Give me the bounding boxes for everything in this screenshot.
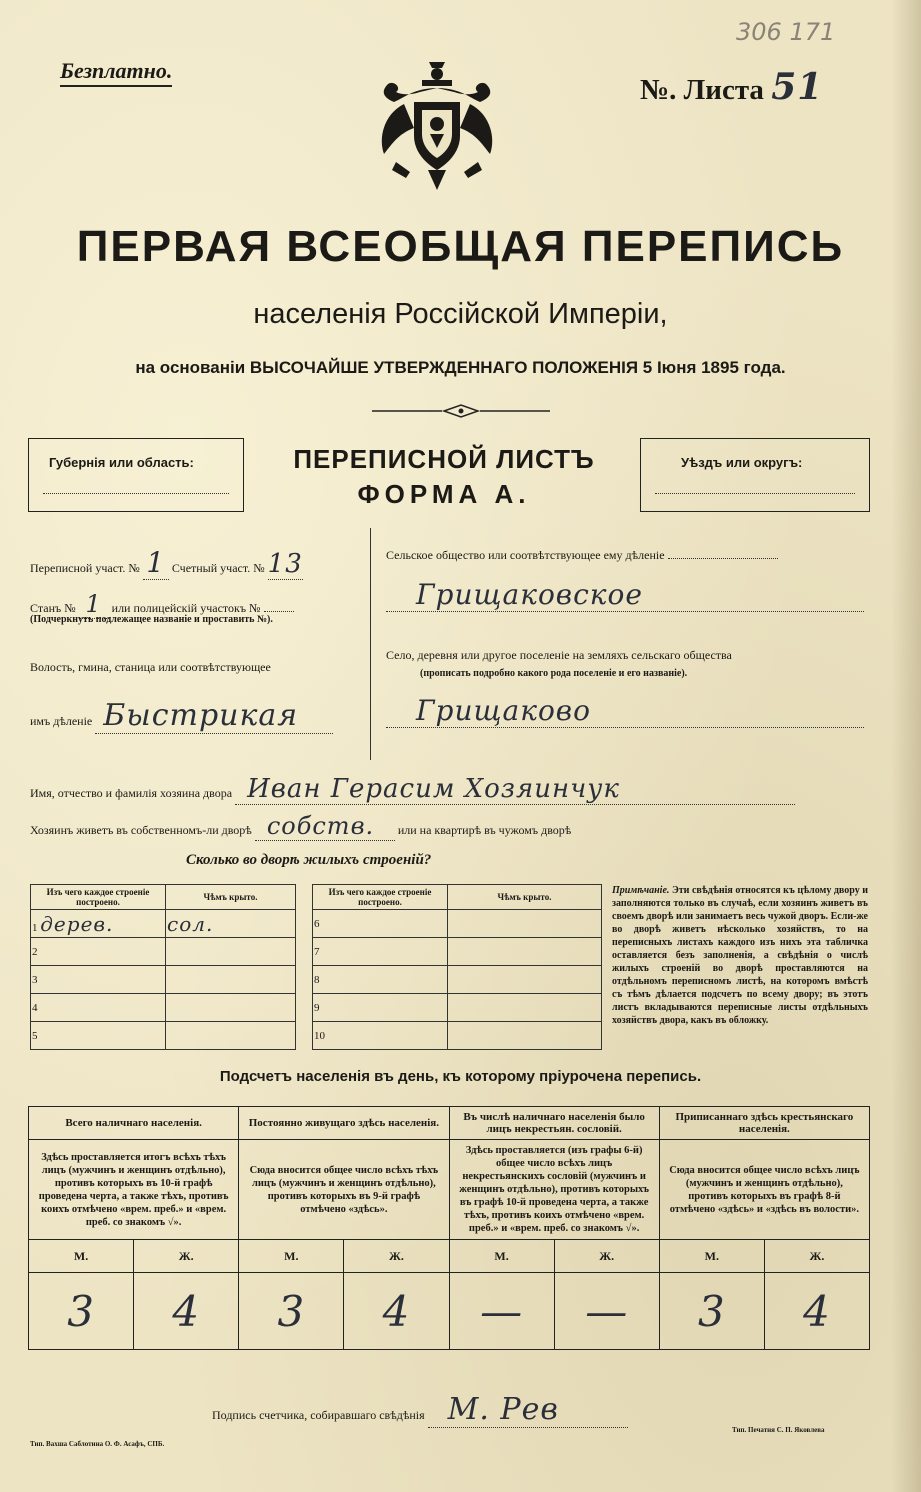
village-label: Село, деревня или другое поселеніе на земляхъ сельскаго общества (386, 648, 732, 662)
society-label: Сельское общество или соотвѣтствующее ему дѣленіе (386, 548, 665, 562)
society-value: Грищаковское (386, 578, 864, 612)
buildings-table-left (30, 884, 296, 1050)
row-number: 4 (31, 994, 166, 1022)
registered-female-value: 4 (764, 1273, 869, 1350)
volost-value: Быстрикая (95, 698, 333, 734)
f-label: Ж. (764, 1240, 869, 1273)
sheet-number-value: 51 (771, 66, 824, 108)
signature-value: М. Рев (428, 1392, 628, 1428)
village-value: Грищаково (386, 694, 864, 728)
material-value: дерев. (40, 911, 114, 936)
volost-label: Волость, гмина, станица или соотвѣтствующее (30, 660, 271, 674)
note-text: Эти свѣдѣнія относятся къ цѣлому двору и заполняются только въ случаѣ, если хозяинъ живетъ въ своемъ дворѣ или занимаетъ весь чужой дворъ. Если-же во дворѣ живетъ нѣсколько хозяйствъ, то на переписныхъ листахъ каждого изъ нихъ эта табличка оставляется безъ заполненія, а свѣдѣнія о числѣ жилыхъ строеній во дворѣ проставляются на отдѣльномъ переписномъ листѣ, на которомъ вмѣстѣ съ тѣмъ дѣлается подсчетъ по всему двору; въ этотъ листъ вкладываются переписные листы отдѣльныхъ хозяйствъ двора, какъ въ обложку. (612, 885, 869, 1026)
volost-label-2: имъ дѣленіе (30, 714, 93, 728)
society-row (386, 548, 876, 563)
material-header: Изъ чего каждое строеніе построено. (31, 885, 166, 910)
legal-basis: на основаніи ВЫСОЧАЙШЕ УТВЕРЖДЕННАГО ПОЛОЖЕНІЯ 5 Іюня 1895 года. (135, 358, 786, 377)
row-number: 5 (31, 1022, 166, 1050)
col-desc-permanent: Сюда вносится общее число всѣхъ тѣхъ лицъ (мужчинъ и женщинъ отдѣльно), противъ которыхъ въ 9-й графѣ отмѣчено «здѣсь». (239, 1140, 449, 1240)
row-number: 7 (313, 938, 448, 966)
form-title-main: ПЕРЕПИСНОЙ ЛИСТЪ (293, 444, 595, 474)
governorate-line (43, 493, 229, 494)
row-number: 10 (313, 1022, 448, 1050)
own-yard-label: Хозяинъ живетъ въ собственномъ-ли дворѣ (30, 823, 252, 837)
row-number: 2 (31, 938, 166, 966)
governorate-label: Губернія или область: (49, 455, 194, 470)
signature-row (212, 1392, 852, 1428)
table-row (31, 994, 296, 1022)
m-label: М. (449, 1240, 554, 1273)
stan-value: 1 (79, 590, 109, 619)
f-label: Ж. (134, 1240, 239, 1273)
table-row (313, 966, 602, 994)
printer-right: Тип. Печатня С. П. Яковлева (732, 1426, 825, 1434)
double-headed-eagle-icon (374, 58, 500, 198)
permanent-male-value: 3 (239, 1273, 344, 1350)
count-district-value: 13 (267, 549, 303, 579)
col-header-permanent: Постоянно живущаго здѣсь населенія. (239, 1107, 449, 1140)
volost-row (30, 698, 360, 734)
table-row (313, 994, 602, 1022)
owner-name-label: Имя, отчество и фамилія хозяина двора (30, 786, 233, 800)
f-label: Ж. (554, 1240, 659, 1273)
governorate-box (28, 438, 244, 512)
page-title: ПЕРВАЯ ВСЕОБЩАЯ ПЕРЕПИСЬ (76, 222, 845, 271)
total-male-value: 3 (29, 1273, 134, 1350)
census-district-row (30, 546, 360, 580)
district-line (655, 493, 855, 494)
row-number: 1 (32, 921, 38, 934)
row-number: 8 (313, 966, 448, 994)
roof-header: Чѣмъ крыто. (166, 885, 296, 910)
form-title (258, 444, 630, 510)
permanent-female-value: 4 (344, 1273, 449, 1350)
district-label: Уѣздъ или округъ: (681, 455, 803, 470)
own-yard-value: собств. (255, 812, 395, 841)
stan-label: Станъ № (30, 601, 76, 615)
col-header-noncrestian: Въ числѣ наличнаго населенія было лицъ некрестьян. сословій. (449, 1107, 659, 1140)
buildings-question: Сколько во дворѣ жилыхъ строеній? (186, 852, 432, 868)
archive-marks: 306 171 (736, 18, 836, 46)
form-title-letter: ФОРМА А. (357, 479, 531, 509)
other-yard-label: или на квартирѣ въ чужомъ дворѣ (397, 823, 572, 837)
row-number: 6 (313, 910, 448, 938)
row-number: 3 (31, 966, 166, 994)
table-row (31, 966, 296, 994)
table-row (31, 938, 296, 966)
note-title: Примѣчаніе. (612, 885, 670, 896)
table-row (313, 910, 602, 938)
police-line (264, 611, 294, 612)
census-district-value: 1 (143, 546, 169, 580)
owner-name-value: Иван Герасим Хозяинчук (235, 774, 795, 805)
ornament-divider (372, 404, 550, 418)
col-header-total: Всего наличнаго населенія. (29, 1107, 239, 1140)
m-label: М. (239, 1240, 344, 1273)
village-note: (прописать подробно какого рода поселеніе и его названіе). (420, 668, 688, 679)
table-row (31, 910, 296, 938)
noncrestian-female-value: — (554, 1273, 659, 1350)
column-separator (370, 528, 371, 760)
population-title: Подсчетъ населенія въ день, къ которому пріурочена перепись. (219, 1068, 702, 1085)
printer-left: Тип. Вахша Саблотина О. Ф. Асафъ, СПБ. (30, 1440, 165, 1448)
buildings-table-right (312, 884, 602, 1050)
total-female-value: 4 (134, 1273, 239, 1350)
col-header-registered: Приписаннаго здѣсь крестьянскаго населенія. (659, 1107, 869, 1140)
sheet-number (640, 66, 823, 108)
registered-male-value: 3 (659, 1273, 764, 1350)
police-label: или полицейскій участокъ № (111, 601, 261, 615)
own-yard-row (30, 812, 870, 841)
owner-name-row (30, 774, 870, 805)
col-desc-total: Здѣсь проставляется итогъ всѣхъ тѣхъ лицъ (мужчинъ и женщинъ отдѣльно), противъ которыхъ въ 10-й графѣ проведена черта, а также тѣхъ, противъ коихъ отмѣчено «врем. преб.» и «врем. преб. со знакомъ √». (29, 1140, 239, 1240)
noncrestian-male-value: — (449, 1273, 554, 1350)
col-desc-noncrestian: Здѣсь проставляется (изъ графы 6-й) общее число всѣхъ лицъ некрестьянскихъ сословій (мужчинъ и женщинъ отдѣльно), противъ которыхъ въ графѣ 10-й проведена черта, а также тѣхъ, противъ коихъ отмѣчено «врем. преб.» и «врем. преб. со знакомъ √». (449, 1140, 659, 1240)
roof-value: сол. (167, 911, 214, 936)
table-row (31, 1022, 296, 1050)
m-label: М. (659, 1240, 764, 1273)
society-line (668, 558, 778, 559)
f-label: Ж. (344, 1240, 449, 1273)
table-row (313, 1022, 602, 1050)
col-desc-registered: Сюда вносится общее число всѣхъ лицъ (мужчинъ и женщинъ отдѣльно), противъ которыхъ въ графѣ 8-й отмѣчено «здѣсь» и «здѣсь въ волости». (659, 1140, 869, 1240)
row-number: 9 (313, 994, 448, 1022)
district-box (640, 438, 870, 512)
page-subtitle: населенія Россійской Имперіи, (253, 298, 668, 330)
count-district-label: Счетный участ. № (171, 561, 265, 575)
material-header-2: Изъ чего каждое строеніе построено. (313, 885, 448, 910)
free-label: Безплатно. (60, 58, 172, 87)
stan-note: (Подчеркнуть подлежащее названіе и проставить №). (30, 614, 273, 625)
buildings-note (612, 884, 868, 1027)
roof-header-2: Чѣмъ крыто. (448, 885, 602, 910)
population-table (28, 1106, 870, 1350)
m-label: М. (29, 1240, 134, 1273)
census-district-label: Переписной участ. № (30, 561, 140, 575)
sheet-number-label: №. Листа (640, 74, 764, 106)
signature-label: Подпись счетчика, собиравшаго свѣдѣнія (212, 1408, 425, 1422)
table-row (313, 938, 602, 966)
